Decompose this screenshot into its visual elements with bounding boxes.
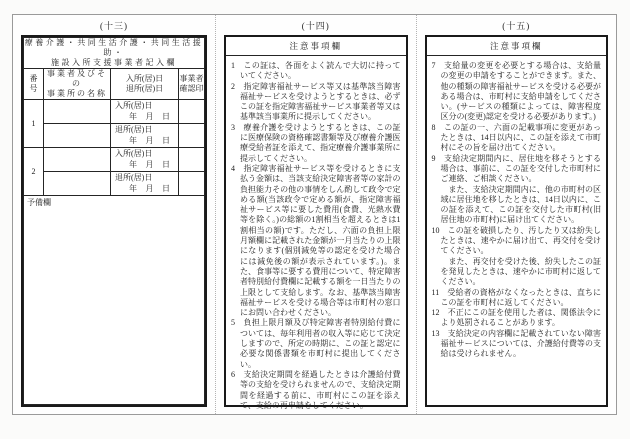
note-item: 4 指定障害福祉サービス等を受けるときに支払う金額は、当該支給決定障害者等の家計の負担能力その他の事情をしん酌して政令で定める額(当該政令で定める額が、指定障害福祉サービス等に要した費用(食費、光熱水費等を除く。)の総額の1割相当を超えるときは1割相当の額)です。ただし、六面の負担上限月額欄に記載された金額が一月当たりの上限になります(個別減免等の認定を受けた場合には減免後の額が表示されています。)。また、食事等に要する費用について、特定障害者特別給付費欄に記載する額を一日当たりの上限として支給します。なお、基準該当障害福祉サービスを受ける場合等は市町村の窓口にお問い合わせください。 xyxy=(231,163,401,318)
admission-date-field: 入所(居)日 年 月 日 xyxy=(111,148,179,172)
certificate-sheet xyxy=(12,14,617,415)
provider-entry-table xyxy=(23,37,205,405)
provider-name-field xyxy=(44,172,111,196)
note-item: 8 この証の一、六面の記載事項に変更があったときは、14日以内に、この証を添えて市町村にその旨を届け出てください。 xyxy=(431,122,601,153)
note-item: 11 受給者の資格がなくなったときは、直ちにこの証を市町村に返してください。 xyxy=(431,287,601,307)
table-row xyxy=(24,148,205,172)
panel-15 xyxy=(417,15,617,414)
note-item: 10 この証を破損したり、汚したり又は紛失したときは、速やかに届け出て、再交付を受けてください。 xyxy=(431,225,601,256)
notes-body-14 xyxy=(226,56,406,411)
note-item: 7 支給量の変更を必要とする場合は、支給量の変更の申請をすることができます。また、他の種類の障害福祉サービスを受ける必要がある場合は、市町村に支給申請をしてください。(サービスの種類によっては、障害程度区分の(変更)認定を受ける必要があります。) xyxy=(431,61,601,122)
notes-box-14 xyxy=(224,35,408,410)
note-item: 13 支給決定の内容欄に記載されていない障害福祉サービスについては、介護給付費等の支給は受けられません。 xyxy=(431,328,601,359)
note-item: 6 支給決定期間を経過したときは介護給付費等の支給を受けられませんので、支給決定期間を経過する前に、市町村にこの証を添えて、支給の再申請をしてください。 xyxy=(231,369,401,410)
table-row xyxy=(24,124,205,148)
stamp-field xyxy=(179,100,205,124)
table-row xyxy=(24,100,205,124)
date-units: 年 月 日 xyxy=(129,160,170,169)
panel-14-title: (十四) xyxy=(301,21,330,31)
provider-entry-box xyxy=(21,35,207,407)
notes-box-15 xyxy=(425,35,609,407)
note-item-continuation: また、支給決定期間内に、他の市町村の区域に居住地を移したときは、14日以内に、この証を添えて、この証を交付した市町村(旧居住地の市町村)に届け出てください。 xyxy=(440,184,601,225)
provider-name-field xyxy=(44,124,111,148)
table-row xyxy=(24,172,205,196)
panel-13 xyxy=(13,15,216,414)
col-header-number: 番 号 xyxy=(24,69,44,100)
discharge-date-field: 退所(居)日 年 月 日 xyxy=(111,172,179,196)
panel-15-title: (十五) xyxy=(502,21,531,31)
panel-14 xyxy=(216,15,417,414)
table-banner xyxy=(24,38,205,69)
notes-header: 注意事項欄 xyxy=(226,37,406,56)
note-item: 5 負担上限月額及び特定障害者特別給付費については、毎年利用者の収入等に応じて決定しますので、所定の時期に、この証と認定に必要な関係書類を市町村に提出してください。 xyxy=(231,318,401,369)
date-units: 年 月 日 xyxy=(129,184,170,193)
provider-name-field xyxy=(44,100,111,124)
provider-name-field xyxy=(44,148,111,172)
stamp-field xyxy=(179,148,205,172)
note-item: 2 指定障害福祉サービス等又は基準該当障害福祉サービスを受けようとするときは、必ずこの証を指定障害福祉サービス事業者等又は基準該当事業所に提示してください。 xyxy=(231,81,401,122)
panel-13-title: (十三) xyxy=(100,21,128,31)
stamp-field xyxy=(179,172,205,196)
admission-date-field: 入所(居)日 年 月 日 xyxy=(111,100,179,124)
row-number: 2 xyxy=(24,148,44,196)
notes-header: 注意事項欄 xyxy=(427,37,607,56)
notes-body-15 xyxy=(427,56,607,360)
spare-label: 予備欄 xyxy=(27,198,51,207)
banner-line1: 療養介護・共同生活介護・共同生活援助・ xyxy=(24,38,204,57)
discharge-date-field: 退所(居)日 年 月 日 xyxy=(111,124,179,148)
date-units: 年 月 日 xyxy=(129,112,170,121)
row-number: 1 xyxy=(24,100,44,148)
col-header-dates: 入所(居)日 退所(居)日 xyxy=(111,69,179,100)
note-item: 9 支給決定期間内に、居住地を移そうとする場合は、事前に、この証を交付した市町村にご連絡、ご相談ください。 xyxy=(431,153,601,184)
spare-field xyxy=(24,196,205,405)
banner-line2: 施設入所支援事業者記入欄 xyxy=(51,58,177,67)
note-item: 3 療養介護を受けようとするときは、この証に医療保険の資格確認書類等及び療養介護医療受給者証を添えて、指定療養介護事業所に提示してください。 xyxy=(231,122,401,163)
stamp-field xyxy=(179,124,205,148)
note-item: 12 不正にこの証を使用した者は、関係法令により処罰されることがあります。 xyxy=(431,308,601,328)
col-header-provider-name: 事業者及びその 事業所の名称 xyxy=(44,69,111,100)
note-item: 1 この証は、各面をよく読んで大切に持っていてください。 xyxy=(231,61,401,81)
note-item-continuation: また、再交付を受けた後、紛失したこの証を発見したときは、速やかに市町村に返してください。 xyxy=(440,256,601,287)
col-header-stamp: 事業者 確認印 xyxy=(179,69,205,100)
date-units: 年 月 日 xyxy=(129,136,170,145)
